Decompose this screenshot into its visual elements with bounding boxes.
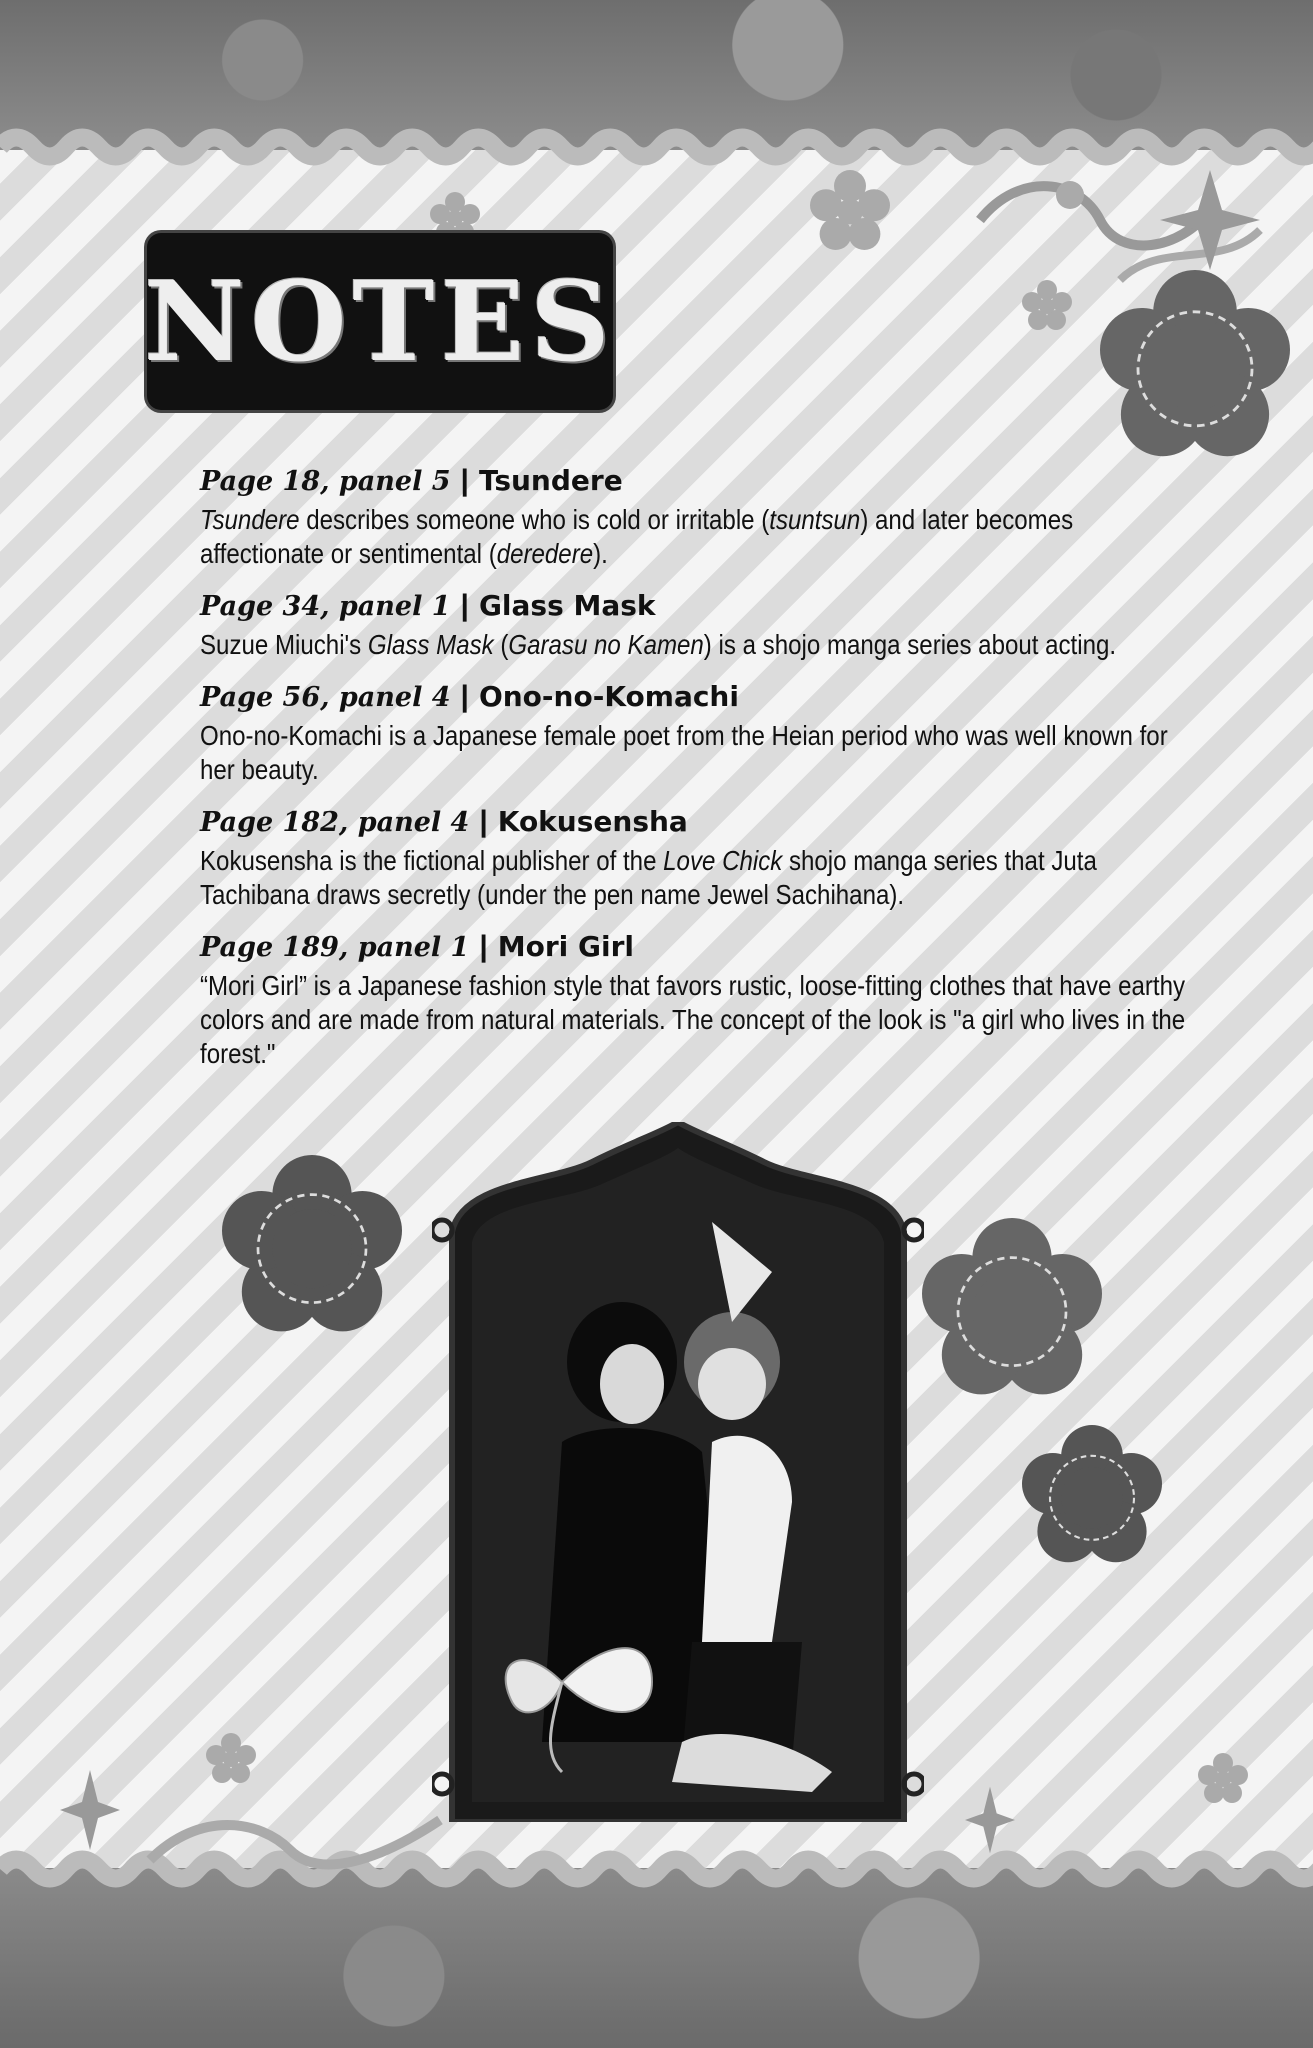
note-term: Ono-no-Komachi	[478, 680, 739, 713]
note-italic-text: Garasu no Kamen	[508, 629, 704, 660]
notes-list	[200, 462, 1200, 1087]
note-text: ) and later becomes affectionate or sentimental (	[200, 504, 1074, 569]
small-flower-icon	[1022, 280, 1072, 330]
note-item	[200, 803, 1200, 912]
note-page-reference: Page 56, panel 4	[200, 682, 451, 713]
flower-patch-icon	[1022, 1425, 1162, 1565]
flower-patch-icon	[222, 1155, 402, 1335]
bottom-textured-border	[0, 1868, 1313, 2048]
note-text: ).	[593, 538, 608, 569]
note-heading	[200, 803, 1200, 842]
note-term: Tsundere	[478, 464, 623, 497]
note-description	[200, 969, 1198, 1071]
notes-title-banner	[144, 233, 616, 410]
small-flower-icon	[1198, 1753, 1248, 1803]
note-separator: |	[460, 680, 469, 713]
note-text: Ono-no-Komachi is a Japanese female poet from the Heian period who was well known for her beauty.	[200, 720, 1168, 785]
diamond-sparkle-icon	[965, 1785, 1015, 1855]
note-separator: |	[460, 589, 469, 622]
note-term: Mori Girl	[497, 930, 634, 963]
small-flower-icon	[810, 170, 890, 250]
flower-patch-icon	[1100, 270, 1290, 460]
manga-illustration	[432, 1122, 924, 1822]
page-title: NOTES	[144, 257, 616, 386]
note-page-reference: Page 182, panel 4	[200, 807, 470, 838]
note-heading	[200, 462, 1200, 501]
note-item	[200, 928, 1200, 1071]
note-italic-text: Glass Mask	[367, 629, 494, 660]
note-heading	[200, 928, 1200, 967]
note-italic-text: deredere	[496, 538, 594, 569]
note-text: Kokusensha is the fictional publisher of the	[200, 845, 664, 876]
note-separator: |	[460, 464, 469, 497]
note-description	[200, 503, 1198, 571]
note-term: Glass Mask	[478, 589, 656, 622]
note-separator: |	[479, 805, 488, 838]
note-separator: |	[479, 930, 488, 963]
note-item	[200, 678, 1200, 787]
note-page-reference: Page 189, panel 1	[200, 932, 470, 963]
note-page-reference: Page 18, panel 5	[200, 466, 451, 497]
note-term: Kokusensha	[497, 805, 688, 838]
diamond-sparkle-icon	[60, 1770, 120, 1850]
note-italic-text: Tsundere	[200, 504, 300, 535]
note-text: “Mori Girl” is a Japanese fashion style that favors rustic, loose-fitting clothes that have earthy colors and are made from natural materials. The concept of the look is "a girl who lives in the forest."	[200, 970, 1186, 1069]
note-text: shojo manga series that Juta Tachibana draws secretly (under the pen name Jewel Sachihana).	[200, 845, 1097, 910]
note-page-reference: Page 34, panel 1	[200, 591, 451, 622]
note-italic-text: Love Chick	[663, 845, 783, 876]
note-heading	[200, 587, 1200, 626]
flower-patch-icon	[922, 1218, 1102, 1398]
note-item	[200, 462, 1200, 571]
note-description	[200, 844, 1198, 912]
note-description	[200, 628, 1198, 662]
note-description	[200, 719, 1198, 787]
note-text: ) is a shojo manga series about acting.	[703, 629, 1117, 660]
note-text: (	[493, 629, 509, 660]
note-heading	[200, 678, 1200, 717]
note-item	[200, 587, 1200, 662]
note-text: Suzue Miuchi's	[200, 629, 368, 660]
note-italic-text: tsuntsun	[769, 504, 861, 535]
note-text: describes someone who is cold or irritable (	[299, 504, 770, 535]
small-flower-icon	[206, 1733, 256, 1783]
swirl-ornament-icon	[140, 1800, 460, 1880]
